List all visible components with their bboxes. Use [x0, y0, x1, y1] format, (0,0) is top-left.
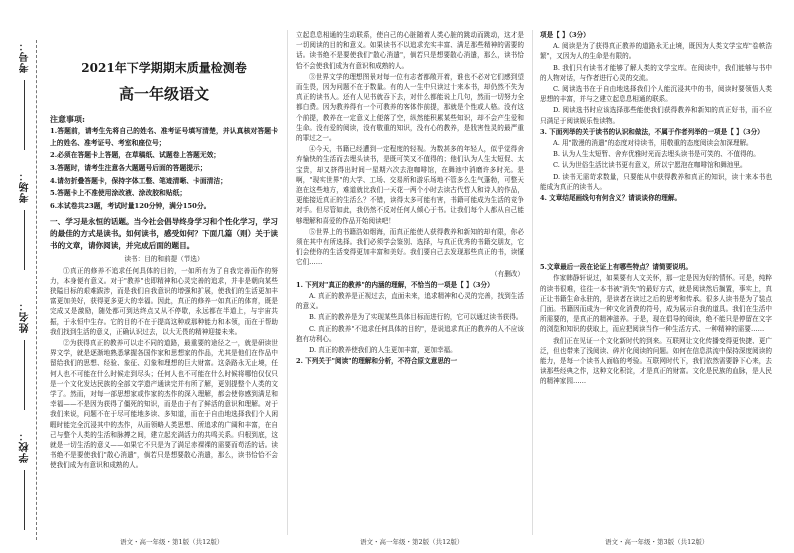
passage-paragraph: 立起息息相通的生动联系，使自己的心脏随着人类心脏的跳动而跳动，这才是一切阅读的目的和意义。如果读书不以追求充实丰富、满足那些精神的需要的话。读书绝不是要使我们"散心消遣"，倘若只是想要散心消遣，那么，读书恰恰不会使我们成为有意识和成熟的人。	[296, 31, 524, 70]
option: D. 读书无需苛求数量，只要能从中获得教养和真正的知识，读十来本书也能成为真正的读书人。	[540, 172, 772, 191]
column-divider	[287, 30, 288, 535]
note-item: 1.答题前，请考生先将自己的姓名、准考证号填写清楚，并认真核对答题卡上的姓名、准考证号、考室和座位号；	[50, 127, 278, 147]
note-item: 3.答题时，请考生注意各大题题号后面的答题提示；	[50, 163, 207, 172]
binding-cut-line	[36, 40, 37, 540]
page-column-3	[540, 30, 772, 535]
option: D. 真正的教养使我们的人生更加丰富，更加幸福。	[309, 346, 457, 355]
option: C. 阅读选书在于自由地选择我们个人能沉浸其中的书，阅读时要领悟人类思想的丰富，并与之建立起息息相通的联系。	[540, 85, 772, 104]
school-blank	[24, 470, 25, 530]
school-label: 学校：	[20, 430, 31, 463]
question-5: 5.文章最后一段在论证上有哪些特点？请简要说明。	[540, 263, 692, 272]
exam-title: 2021年下学期期末质量检测卷	[81, 61, 247, 75]
option: B. 真正的教养是为了实现某些具体目标而进行的，它可以通过读书获得。	[309, 313, 523, 322]
notes-heading: 注意事项:	[50, 114, 85, 124]
passage-paragraph: ④今天，书籍已经遭到一定程度的轻视。为数甚多的年轻人，似乎觉得舍弃愉快的生活而去埋头读书，是既可笑又不值得的；他们认为人生太短促、太宝贵，却又挤得出时间一星期六次去泡咖啡馆，在舞池中消磨许多时光。是啊，"现实世界"的大学、工场、交易所和游乐场地不管多么生气蓬勃，可整天泡在这些地方，难道就比我们一天花一两个小时去读古代哲人和诗人的作品，更能接近真正的生活么？不错，读得太多可能有害，书籍可能成为生活的竞争对手。但尽管如此，我仍然不反对任何人倾心于书。让我们每个人都从自己能够理解和喜爱的作品开始阅读吧！	[296, 145, 524, 225]
page-column-1	[50, 30, 278, 472]
page-column-2	[296, 30, 524, 535]
exam-room-label: 考场：	[20, 170, 31, 203]
column-divider	[532, 30, 533, 535]
note-item: 2.必须在答题卡上答题，在草稿纸、试题卷上答题无效；	[50, 151, 221, 160]
passage-source: （有删改）	[491, 269, 524, 278]
binding-strip	[0, 0, 46, 553]
section-heading: 一、学习是永恒的话题。当今社会倡导终身学习和个性化学习，学习的最佳的方式是读书。如何读书，感受如何？下面几篇（则）关于读书的文章，请你阅读，并完成后面的题目。	[50, 217, 278, 251]
subject-title: 高一年级语文	[118, 85, 209, 103]
page-footer: 语文・高一年级・第2版（共12版）	[360, 538, 464, 546]
passage-paragraph: ③世界文学的理想图景对每一位有志者都敞开着，谁也不必对它们感到望而生畏，因为问题不在于数量。有的人一生中只读过十来本书，却仍然不失为真正的读书人。还有人见书就吞下去，对什么都能说上几句，然而一切努力全都白费。因为教养得有一个可教养的客体作前提，那就是个性或人格。没有这个前提，教养在一定意义上便落了空，纵然能积累某些知识，却不会产生爱和生命。没有爱的阅读，没有敬重的知识，没有心的教养，是戕害性灵的最严重的罪过之一。	[296, 72, 524, 143]
name-blank	[24, 340, 25, 410]
name-label: 姓名：	[20, 300, 31, 333]
page-footer: 语文・高一年级・第1版（共12版）	[120, 538, 224, 546]
passage-subtitle: 读书：目的和前提（节选）	[124, 255, 204, 264]
option: D. 阅读选书时应该选择那些能使我们获得教养和新知的真正好书，而不应只满足于阅读娱乐性读物。	[540, 106, 772, 125]
question-2-continued: 项是【 】（3分）	[540, 31, 590, 39]
option: A. 真正的教养是正视过去，直面未来，追求精神和心灵的完善，找到生活的意义。	[296, 292, 524, 311]
passage-paragraph: ⑤世界上的书籍浩如烟海，而真正能使人获得教养和新知的却有限，你必须在其中有所选择。我们必须学会鉴别、选择，与真正优秀的书籍交朋友，它们会使你的生活变得更加丰富和美好。我们要自己去发现那些真正的书，读懂它们……	[296, 227, 524, 267]
option: A. 阅读是为了获得真正教养的道路永无止境，既因为人类文学宝库"卷帙浩繁"，又因为人的生命是有限的。	[540, 42, 772, 61]
question-2: 2. 下列关于"阅读"的理解和分析，不符合原文意思的一	[296, 357, 458, 366]
passage-paragraph: 作家韩静轩说过，如果要有人文关怀，那一定是因为好的情怀。可是，纯粹的读书很难，往往一本书被"消失"的最好方式，就是阅读然后搁置，事实上，真正让书籍生命永驻的，是读者在读过之后的思考和传承。很多人读书是为了装点门面。书籍因而成为一种文化消费的符号，成为展示自我的道具。我们在生活中所需要的，是真正的精神滋养。于是，现在倡导的阅读，绝不能只是停留在文字的浏览和知识的获取上，而应把阅读当作一种生活方式、一种精神的需要……	[540, 274, 772, 334]
exam-number-blank	[24, 80, 25, 150]
passage-paragraph: 我们正在见证一个文化新时代的到来。互联网让文化传播变得更快捷、更广泛，但也带来了浅阅读、碎片化阅读的问题。如何在信息洪流中保持深度阅读的能力，是每一个读书人面临的考验。互联网时代下，我们依然需要静下心来，去读那些经典之作，这种文化积淀，才是真正的财富。文化是民族的血脉，是人民的精神家园……	[540, 336, 772, 386]
passage-paragraph: ②为获得真正的教养可以走不同的道路，最重要的途径之一，就是研读世界文学，就是逐渐地熟悉掌握各国作家和思想家的作品，尤其是他们在作品中留给我们的思想、经验、象征、幻象和理想的巨大财富。这条路永无止境，任何人也不可能在什么时候走到尽头；任何人也不可能在什么时候将哪怕仅仅只是一个文化发达民族的全部文学遗产通读完并有所了解，更别提整个人类的文学了。然而，对每一部思想家或作家的杰作的深入理解，都会使你感到满足和幸福——不是因为获得了僵死的知识，而是由于有了鲜活的意识和理解。对于我们来说，问题不在于尽可能地多读、多知道，而在于自由地选择我们个人闲暇时能完全沉浸其中的杰作，从而领略人类思想、所追求的广阔和丰富，在自己与整个人类的生活和脉搏之间，建立起充满活力的共鸣关系。归根到底，这就是一切生活的意义——如果它不只是为了满足赤裸裸的需要而苟活的话。读书绝不是要使我们"散心消遣"，倘若只是想要散心消遣，那么，读书恰恰不会使我们成为有意识和成熟的人。	[50, 338, 278, 470]
answer-space	[540, 204, 772, 262]
question-3: 3. 下面列举的关于读书的认识和做法，不属于作者列举的一项是【 】（3分）	[540, 127, 764, 136]
option: B. 认为人生太短暂、舍弃优雅时光而去埋头读书是可笑的、不值得的。	[553, 150, 760, 159]
option: B. 我们只有读书才能够了解人类的文学宝库。在阅读中，我们能够与书中的人物对话，与作者进行心灵的交流。	[540, 63, 772, 82]
note-item: 6.本试卷共23题，考试时量120分钟，满分150分。	[50, 201, 211, 210]
option: A. 用"散漫的消遣"的态度对待读书，用敬重的态度阅读会加深理解。	[553, 139, 753, 148]
page-footer: 语文・高一年级・第3版（共12版）	[605, 538, 709, 546]
note-item: 4.请勿折叠答题卡，保持字体工整、笔迹清晰、卡面清洁；	[50, 176, 228, 185]
exam-room-blank	[24, 210, 25, 270]
option: C. 真正的教养"不追求任何具体的目的"，是说追求真正的教养的人不应该抱有功利心。	[296, 324, 524, 343]
question-4: 4. 文章结尾画线句有何含义？请谈谈你的理解。	[540, 194, 682, 203]
exam-number-label: 考号：	[20, 40, 31, 73]
option: C. 认为世俗生活比读书更有意义，所以宁愿泡在咖啡馆和舞池里。	[553, 161, 747, 170]
question-1: 1. 下列对"真正的教养"的内涵的理解，不恰当的一项是【 】（3分）	[296, 280, 494, 289]
note-item: 5.答题卡上不准使用涂改液、涂改胶和贴纸；	[50, 189, 187, 198]
passage-paragraph: ①真正的修养不追求任何具体的目的，一如所有为了自我完善而作的努力，本身便有意义。对于"教养"也即精神和心灵完善的追求，并非是朝向某些狭隘目标的艰难跋涉，而是我们自我意识的增强和扩展，使我们的生活更加丰富更加美好，获得更多更大的幸福。因此，真正的修养一如真正的体育，既是完成又是激励，随处都可到达终点又从不停歇，永远都在半道上，与宇宙共振，于永恒中生存。它的目的不在于提高这种或那种能力和本领，而在于帮助我们找到生活的意义，正确认识过去，以大无畏的精神迎接未来。	[50, 266, 278, 336]
